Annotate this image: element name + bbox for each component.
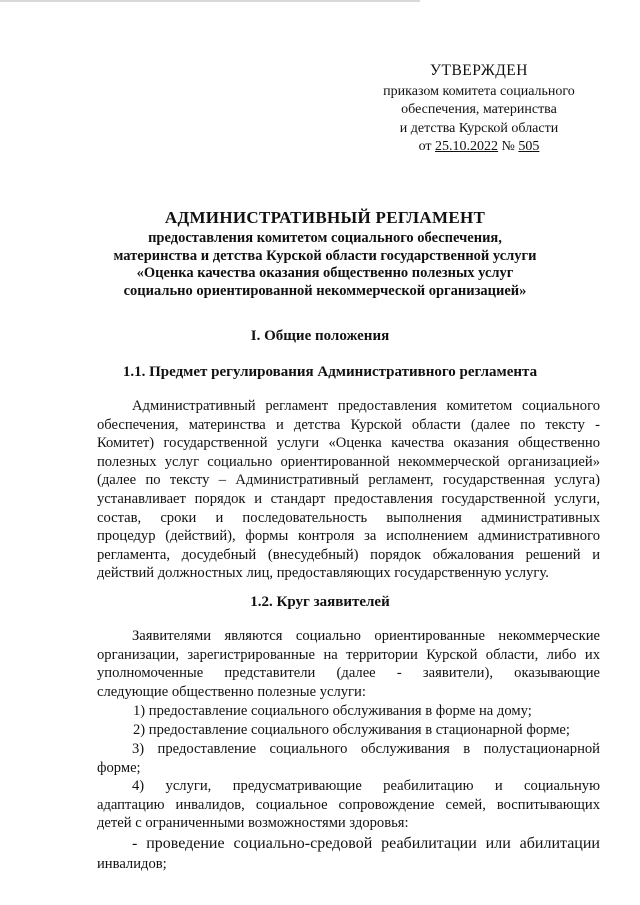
document-subtitle-4: социально ориентированной некоммерческой организацией»	[123, 283, 527, 300]
paragraph-regulation-subject	[97, 397, 600, 583]
list-dash-item: - проведение социально-средовой реабилитации или абилитации инвалидов;	[97, 835, 600, 872]
approval-number: 505	[518, 139, 540, 154]
document-title-block	[90, 209, 560, 301]
text-line: устанавливает порядок и стандарт предоставления государственной услуги,	[97, 490, 600, 507]
approval-date: 25.10.2022	[435, 139, 499, 154]
date-prefix: от	[418, 139, 432, 154]
list-item-4: 4) услуги, предусматривающие реабилитацию и социальную адаптацию инвалидов, социальное сопровождение семей, воспитывающих детей с ограниченными возможностями здоровья:	[97, 778, 600, 832]
text-line: процедур (действий), формы контроля за исполнением административного	[97, 528, 600, 545]
scan-top-border	[0, 0, 420, 2]
approval-line-3: и детства Курской области	[399, 120, 559, 136]
text-line: (далее по тексту – Административный регламент, государственная услуга)	[97, 472, 600, 489]
document-subtitle-3: «Оценка качества оказания общественно полезных услуг	[136, 265, 514, 282]
approval-line-2: обеспечения, материнства	[401, 102, 557, 117]
document-title: АДМИНИСТРАТИВНЫЙ РЕГЛАМЕНТ	[164, 208, 486, 227]
section-heading-general: I. Общие положения	[250, 328, 390, 344]
document-subtitle-1: предоставления комитетом социального обеспечения,	[148, 229, 502, 246]
paragraph-applicants	[97, 627, 600, 701]
number-prefix: №	[501, 139, 515, 154]
text-line: Заявителями являются социально ориентированные некоммерческие	[132, 628, 600, 644]
text-line: обеспечения, материнства и детства Курской области (далее по тексту -	[97, 416, 600, 433]
text-line: Административный регламент предоставления комитетом социального	[132, 398, 600, 414]
approval-title: УТВЕРЖДЕН	[430, 62, 528, 79]
text-line: следующие общественно полезные услуги:	[97, 683, 366, 700]
text-line: уполномоченные представители (далее - заявители), оказывающие	[97, 665, 600, 682]
text-line: регламента, досудебный (внесудебный) порядок обжалования решений и	[97, 546, 600, 563]
list-item-3: 3) предоставление социального обслуживания в полустационарной форме;	[97, 741, 600, 776]
text-line: действий должностных лиц, предоставляющих государственную услугу.	[97, 565, 549, 582]
text-line: организации, зарегистрированные на территории Курской области, либо их	[97, 646, 600, 663]
approval-date-line	[360, 138, 598, 157]
approval-stamp-block	[360, 62, 598, 157]
text-line: Комитет) государственной услуги «Оценка качества оказания общественно	[97, 435, 600, 452]
approval-line-1: приказом комитета социального	[383, 83, 575, 99]
document-subtitle-2: материнства и детства Курской области государственной услуги	[113, 247, 537, 264]
section-heading-1-1: 1.1. Предмет регулирования Административного регламента	[122, 364, 538, 380]
section-heading-1-2: 1.2. Круг заявителей	[250, 594, 390, 610]
text-line: состав, сроки и последовательность выполнения административных	[97, 509, 600, 526]
text-line: полезных услуг социально ориентированной некоммерческой организацией»	[97, 453, 600, 470]
list-item-2: 2) предоставление социального обслуживания в стационарной форме;	[133, 722, 570, 738]
list-item-1: 1) предоставление социального обслуживания в форме на дому;	[133, 703, 532, 719]
